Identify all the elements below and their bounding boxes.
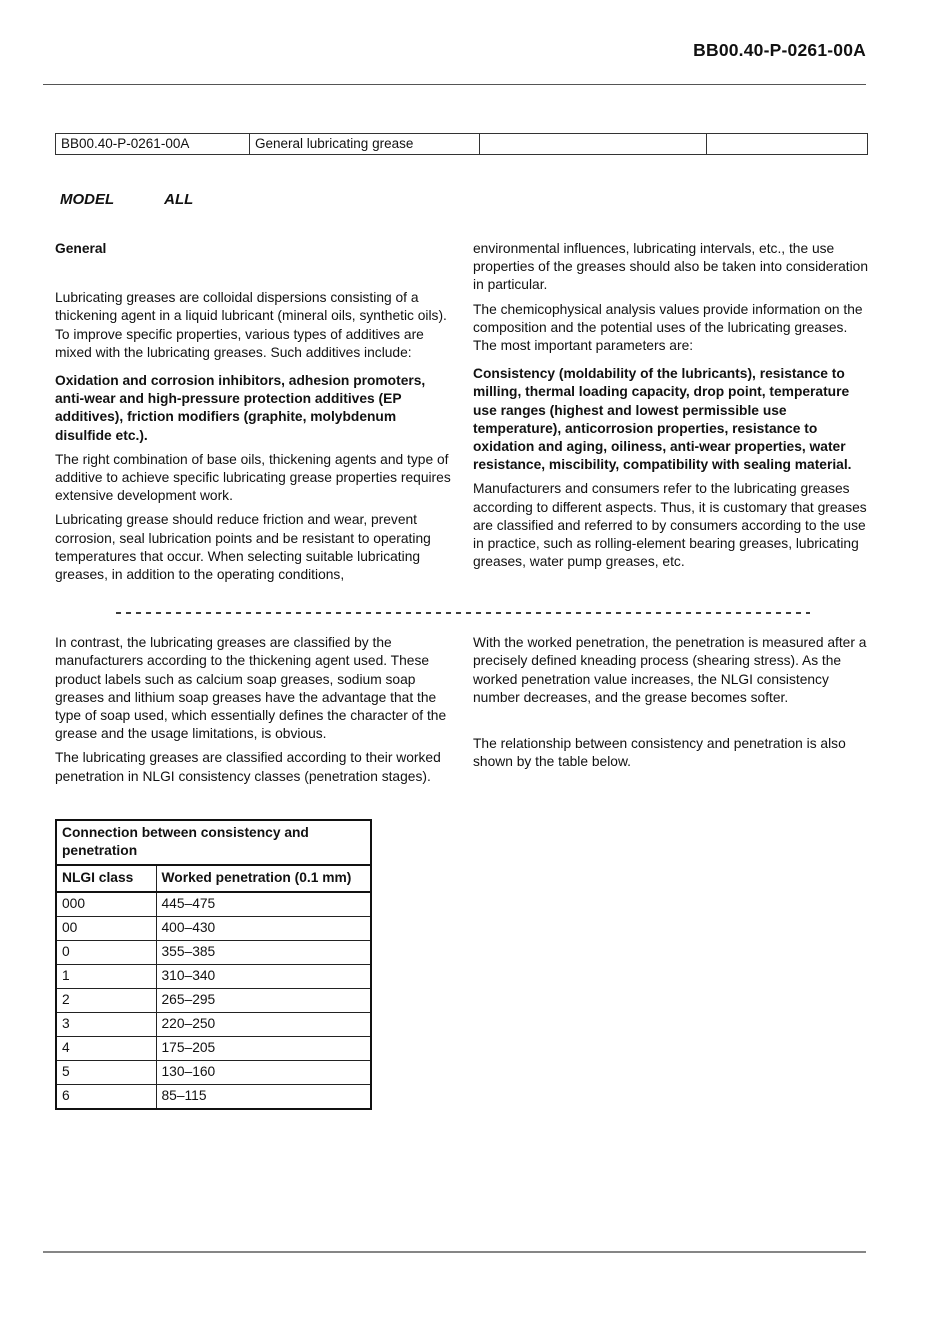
paragraph: The lubricating greases are classified according to their worked penetration in NLGI consistency classes (penetration stages). [55,750,441,784]
table-cell: 3 [56,1012,156,1036]
table-cell: 4 [56,1036,156,1060]
table-cell: 310–340 [156,964,371,988]
model-label: MODEL [60,191,115,208]
table-row [56,988,371,1012]
paragraph-bold: Oxidation and corrosion inhibitors, adhesion promoters, anti-wear and high-pressure protection additives (EP additives), friction modifiers (graphite, molybdenum disulfide etc.). [55,373,426,443]
nlgi-table-body [56,892,371,1109]
section1-left-column [55,240,455,590]
nlgi-table-title: Connection between consistency and penetration [56,820,371,865]
header-rule [43,84,866,85]
table-row [56,1084,371,1109]
document-info-table [55,133,868,155]
table-row [56,134,868,155]
table-cell: 1 [56,964,156,988]
section1-right-column [473,240,873,590]
model-value: ALL [164,191,194,208]
model-line [60,191,940,208]
table-cell: 6 [56,1084,156,1109]
paragraph: environmental influences, lubricating intervals, etc., the use properties of the greases should also be taken into consideration in particular. [473,241,868,293]
page-content [0,133,940,1110]
table-row [56,1012,371,1036]
general-heading: General [55,241,107,256]
dashed-section-divider [116,612,810,614]
nlgi-consistency-table [55,819,372,1110]
paragraph: Lubricating grease should reduce friction and wear, prevent corrosion, seal lubrication points and be resistant to operating temperatures that occur. When selecting suitable lubricating greases, in addition to the operating conditions, [55,512,431,583]
paragraph: Manufacturers and consumers refer to the lubricating greases according to different aspects. Thus, it is customary that greases are classified and referred to by consumers according to the use in practice, such as rolling-element bearing greases, lubricating greases, water pump greases, etc. [473,481,867,570]
table-cell: 175–205 [156,1036,371,1060]
table-cell: 0 [56,940,156,964]
paragraph: The relationship between consistency and penetration is also shown by the table below. [473,736,846,770]
section2-right-column [473,634,873,792]
table-cell: 445–475 [156,892,371,917]
table-row [56,916,371,940]
table-cell: 2 [56,988,156,1012]
table-row [56,1060,371,1084]
worked-penetration-header: Worked penetration (0.1 mm) [156,865,371,892]
table-cell: 355–385 [156,940,371,964]
doc-number-title: BB00.40-P-0261-00A [693,40,866,60]
nlgi-class-header: NLGI class [56,865,156,892]
paragraph: In contrast, the lubricating greases are classified by the manufacturers according to the thickening agent used. These product labels such as calcium soap greases, sodium soap greases and lithium soap greases have the advantage that the type of soap used, which essentially defines the character of the grease and the usage limitations, is obvious. [55,635,447,742]
paragraph: With the worked penetration, the penetration is measured after a precisely defined kneading process (shearing stress). As the worked penetration value increases, the NLGI consistency number decreases, and the grease becomes softer. [473,635,867,705]
table-header-row [56,865,371,892]
section2-columns [55,634,873,792]
info-cell-empty-1 [480,134,707,155]
table-cell: 00 [56,916,156,940]
table-row [56,940,371,964]
section2-left-column [55,634,455,792]
info-cell-doc-title: General lubricating grease [250,134,480,155]
table-row [56,1036,371,1060]
info-cell-empty-2 [707,134,868,155]
table-row [56,892,371,917]
table-cell: 220–250 [156,1012,371,1036]
section1-columns [55,240,873,590]
paragraph: Lubricating greases are colloidal dispersions consisting of a thickening agent in a liquid lubricant (mineral oils, synthetic oils). To improve specific properties, various types of additives are mixed with the lubricating greases. Such additives include: [55,290,447,360]
table-title-row [56,820,371,865]
paragraph: The right combination of base oils, thickening agents and type of additive to achieve specific lubricating grease properties requires extensive development work. [55,451,451,504]
paragraph: The chemicophysical analysis values provide information on the composition and the potential uses of the lubricating greases. The most important parameters are: [473,301,863,354]
table-cell: 400–430 [156,916,371,940]
info-cell-doc-number: BB00.40-P-0261-00A [56,134,250,155]
table-cell: 265–295 [156,988,371,1012]
table-cell: 000 [56,892,156,917]
table-cell: 85–115 [156,1084,371,1109]
table-cell: 5 [56,1060,156,1084]
footer-rule [43,1251,866,1253]
table-cell: 130–160 [156,1060,371,1084]
table-row [56,964,371,988]
paragraph-bold: Consistency (moldability of the lubricants), resistance to milling, thermal loading capacity, drop point, temperature use ranges (highest and lowest permissible use temperature), anticorrosion properties, resistance to oxidation and aging, oiliness, anti-wear properties, water resistance, miscibility, compatibility with sealing material. [473,366,852,473]
